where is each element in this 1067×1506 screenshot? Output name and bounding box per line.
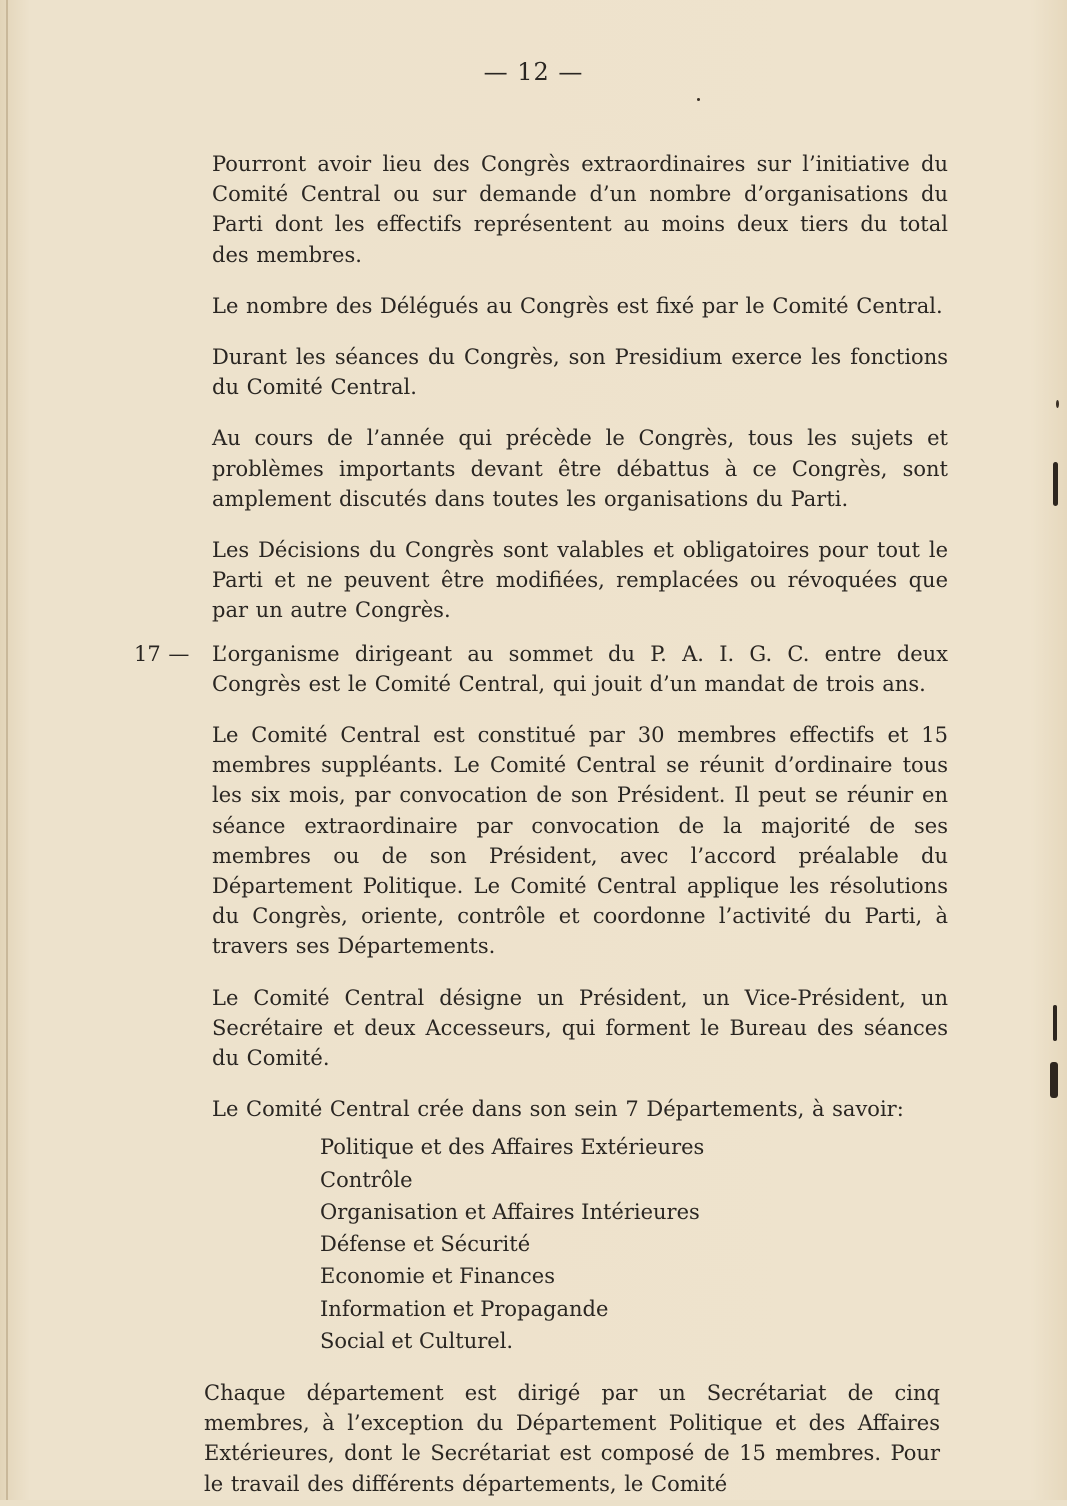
- paragraph: Le Comité Central désigne un Président, un Vice-Président, un Secrétaire et deux Accesseurs, qui forment le Bureau des séances du Comité.: [212, 985, 948, 1071]
- paragraph: Le nombre des Délégués au Congrès est fixé par le Comité Central.: [212, 293, 943, 318]
- list-item: Politique et des Affaires Extérieures: [320, 1135, 705, 1160]
- paragraph: Les Décisions du Congrès sont valables et obligatoires pour tout le Parti et ne peuvent être modifiées, remplacées ou révoquées que par un autre Congrès.: [212, 538, 948, 623]
- paragraph: Le Comité Central est constitué par 30 membres effectifs et 15 membres suppléants. Le Comité Central se réunit d’ordinaire tous les six mois, par convocation de son Président. Il peut se réunir en séance extraordinaire par convocation de la majorité de ses membres ou de son Président, avec l’accord préalable du Département Politique. Le Comité Central applique les résolutions du Congrès, oriente, contrôle et coordonne l’activité du Parti, à travers ses Départements.: [212, 723, 948, 959]
- list-item: Organisation et Affaires Intérieures: [320, 1199, 700, 1224]
- paragraph: Le Comité Central crée dans son sein 7 Départements, à savoir:: [212, 1097, 904, 1122]
- paragraph: Chaque département est dirigé par un Secrétariat de cinq membres, à l’exception du Département Politique et des Affaires Extérieures, dont le Secrétariat est composé de 15 membres. Pour le travail des différents départements, le Comité: [204, 1380, 940, 1496]
- paragraph: Pourront avoir lieu des Congrès extraordinaires sur l’initiative du Comité Central ou sur demande d’un nombre d’organisations du Parti dont les effectifs représentent au moins deux tiers du total des membres.: [212, 152, 948, 267]
- list-item: Contrôle: [320, 1167, 413, 1192]
- list-item: Défense et Sécurité: [320, 1232, 531, 1257]
- scan-mark: [1053, 1005, 1057, 1041]
- list-item: Social et Culturel.: [320, 1328, 514, 1353]
- list-item: Information et Propagande: [320, 1296, 609, 1321]
- document-body: [134, 128, 960, 1506]
- article-number: 17 —: [134, 641, 190, 666]
- paragraph: Au cours de l’année qui précède le Congrès, tous les sujets et problèmes importants devant être débattus à ce Congrès, sont amplement discutés dans toutes les organisations du Parti.: [212, 426, 948, 511]
- paragraph-text: L’organisme dirigeant au sommet du P. A. I. G. C. entre deux Congrès est le Comité Central, qui jouit d’un mandat de trois ans.: [212, 641, 948, 696]
- paragraph: Durant les séances du Congrès, son Presidium exerce les fonctions du Comité Central.: [212, 345, 948, 400]
- page-edge: [6, 0, 8, 1500]
- page-number: — 12 —: [483, 58, 584, 86]
- scan-mark: [1053, 462, 1058, 506]
- departments-list: [320, 1131, 960, 1356]
- speck: [697, 98, 700, 101]
- speck: [1056, 400, 1059, 408]
- article-17-first-paragraph: [134, 639, 948, 699]
- scan-mark: [1050, 1062, 1058, 1098]
- list-item: Economie et Finances: [320, 1264, 555, 1289]
